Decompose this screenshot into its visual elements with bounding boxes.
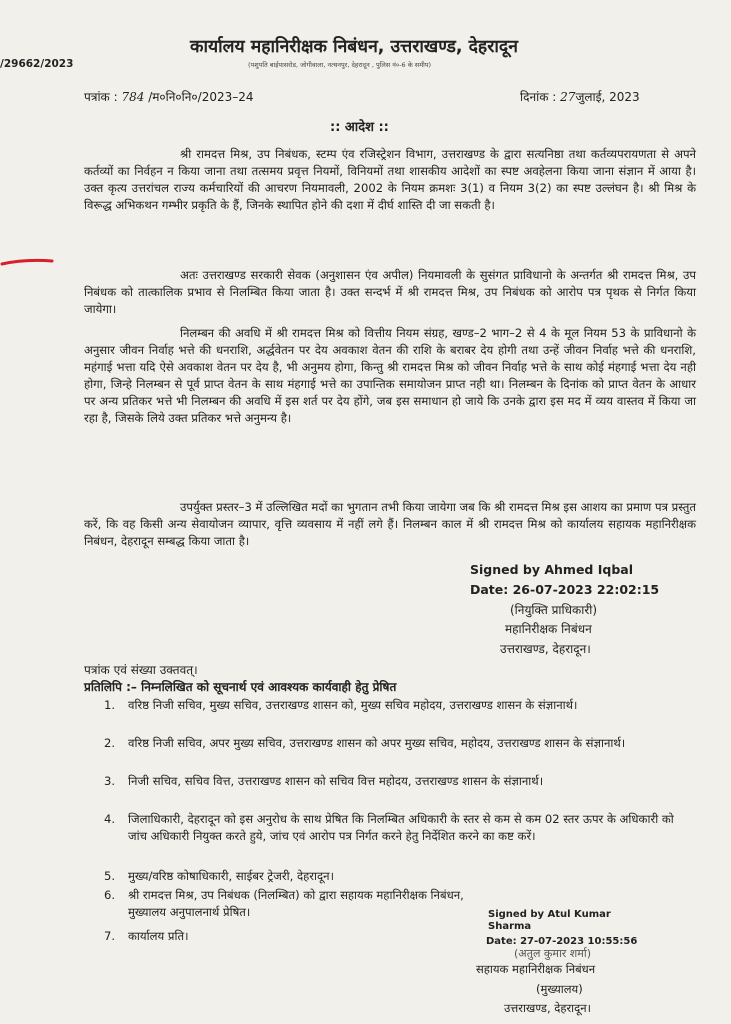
copy-item-number: 1.	[104, 698, 116, 712]
copy-reference: पत्रांक एवं संख्या उक्तवत्।	[84, 663, 198, 677]
letter-number-rest: /म०नि०नि०/2023–24	[148, 90, 254, 104]
copy-item	[104, 697, 694, 714]
order-heading: :: आदेश ::	[330, 120, 389, 135]
red-pen-mark	[0, 255, 60, 269]
copy-heading: प्रतिलिपि :– निम्नलिखित को सूचनार्थ एवं आवश्यक कार्यवाही हेतु प्रेषित	[84, 680, 397, 694]
copy-item-number: 4.	[104, 812, 116, 826]
order-paragraph-1	[84, 146, 696, 214]
copy-item-text: वरिष्ठ निजी सचिव, मुख्य सचिव, उत्तराखण्ड शासन को, मुख्य सचिव महोदय, उत्तराखण्ड शासन के संज्ञानार्थ।	[128, 698, 578, 712]
top-reference-number: /29662/2023	[0, 58, 74, 70]
copy-item-number: 2.	[104, 736, 116, 750]
date-rest: जुलाई, 2023	[575, 90, 640, 104]
copy-item	[104, 887, 470, 921]
copy-item-text: निजी सचिव, सचिव वित्त, उत्तराखण्ड शासन को सचिव वित्त महोदय, उत्तराखण्ड शासन के संज्ञानार्थ।	[128, 774, 544, 788]
office-title: कार्यालय महानिरीक्षक निबंधन, उत्तराखण्ड, देहरादून	[190, 37, 518, 57]
copy-item-text: कार्यालय प्रति।	[128, 929, 189, 943]
signatory-1-office: महानिरीक्षक निबंधन	[505, 622, 592, 636]
letter-number-handwritten: 784	[121, 90, 145, 104]
digital-signature-1-date: Date: 26-07-2023 22:02:15	[470, 582, 660, 597]
letter-date	[520, 88, 640, 105]
copy-item	[104, 868, 694, 885]
order-paragraph-3	[84, 325, 696, 427]
digital-signature-1-name: Signed by Ahmed Iqbal	[470, 562, 634, 577]
copy-item	[104, 811, 694, 845]
copy-item-number: 3.	[104, 774, 116, 788]
signatory-2-handwritten-name: (अतुल कुमार शर्मा)	[514, 947, 591, 960]
signatory-1-designation: (नियुक्ति प्राधिकारी)	[510, 603, 598, 617]
paragraph-2-text: अतः उत्तराखण्ड सरकारी सेवक (अनुशासन एंव अपील) नियमावली के सुसंगत प्राविधानो के अन्तर्गत श्री रामदत्त मिश्र, उप निबंधक को तात्कालिक प्रभाव से निलम्बित किया जाता है। उक्त सन्दर्भ में श्री रामदत्त मिश्र, उप निबंधक को आरोप पत्र पृथक से निर्गत किया जायेगा।	[84, 268, 696, 316]
copy-item-number: 7.	[104, 929, 116, 943]
order-paragraph-2	[84, 267, 696, 318]
signatory-2-office: सहायक महानिरीक्षक निबंधन	[476, 962, 596, 976]
digital-signature-2-surname: Sharma	[488, 921, 532, 932]
order-paragraph-4	[84, 499, 696, 550]
copy-item-text: जिलाधिकारी, देहरादून को इस अनुरोध के साथ प्रेषित कि निलम्बित अधिकारी के स्तर से कम से कम 02 स्तर ऊपर के अधिकारी को जांच अधिकारी नियुक्त करते हुये, जांच एवं आरोप पत्र निर्गत करने हेतु निर्देशित करने का कष्ट करें।	[128, 812, 674, 843]
copy-item-number: 6.	[104, 888, 116, 902]
date-handwritten: 27	[560, 90, 576, 104]
digital-signature-2-date: Date: 27-07-2023 10:55:56	[486, 936, 638, 947]
date-label: दिनांक :	[520, 90, 557, 104]
copy-item	[104, 773, 694, 790]
letter-number-prefix: पत्रांक :	[84, 90, 118, 104]
office-address: (पशुपति बाईपासरोड, जोगीवाला, नत्थनपुर, देहरादून , पुलिस नं०-6 के समीप)	[248, 61, 431, 69]
signatory-2-place: उत्तराखण्ड, देहरादून।	[504, 1001, 592, 1015]
copy-item-text: वरिष्ठ निजी सचिव, अपर मुख्य सचिव, उत्तराखण्ड शासन को अपर मुख्य सचिव, महोदय, उत्तराखण्ड शासन के संज्ञानार्थ।	[128, 736, 626, 750]
digital-signature-2-name: Signed by Atul Kumar	[488, 909, 611, 920]
signatory-1-place: उत्तराखण्ड, देहरादून।	[500, 642, 591, 656]
copy-item-text: मुख्य/वरिष्ठ कोषाधिकारी, साईबर ट्रेजरी, देहरादून।	[128, 869, 334, 883]
copy-item-text: श्री रामदत्त मिश्र, उप निबंधक (निलम्बित) को द्वारा सहायक महानिरीक्षक निबंधन, मुख्यालय अनुपालनार्थ प्रेषित।	[128, 888, 464, 919]
paragraph-1-text: श्री रामदत्त मिश्र, उप निबंधक, स्टम्प एंव रजिस्ट्रेशन विभाग, उत्तराखण्ड के द्वारा सत्यनिष्ठा तथा कर्तव्यपरायणता से अपने कर्तव्यों का निर्वहन न किया जाना तथा तत्समय प्रवृत्त नियमों, विनियमों तथा शासकीय आदेशों का स्पष्ट अवहेलना किया जाना संज्ञान में आया है। उक्त कृत्य उत्तरांचल राज्य कर्मचारियों की आचरण नियमावली, 2002 के नियम क्रमशः 3(1) व नियम 3(2) का स्पष्ट उल्लंघन है। श्री मिश्र के विरूद्ध अभिकथन गम्भीर प्रकृति के हैं, जिनके स्थापित होने की दशा में दीर्घ शास्ति दी जा सकती है।	[84, 147, 696, 212]
copy-item-number: 5.	[104, 869, 116, 883]
copy-item	[104, 735, 694, 752]
paragraph-4-text: उपर्युक्त प्रस्तर–3 में उल्लिखित मदों का भुगतान तभी किया जायेगा जब कि श्री रामदत्त मिश्र इस आशय का प्रमाण पत्र प्रस्तुत करें, कि वह किसी अन्य सेवायोजन व्यापार, वृत्ति व्यवसाय में नहीं लगे हैं। निलम्बन काल में श्री रामदत्त मिश्र को कार्यालय सहायक महानिरीक्षक निबंधन, देहरादून सम्बद्ध किया जाता है।	[84, 500, 696, 548]
paragraph-3-text: निलम्बन की अवधि में श्री रामदत्त मिश्र को वित्तीय नियम संग्रह, खण्ड–2 भाग–2 से 4 के मूल नियम 53 के प्राविधानो के अनुसार जीवन निर्वाह भत्ते की धनराशि, अर्द्धवेतन पर देय अवकाश वेतन की राशि के बराबर देय होगी तथा उन्हें जीवन निर्वाह भत्ते की धनराशि, महंगाई भत्ता यदि ऐसे अवकाश वेतन पर देय है, भी अनुमय होगा, किन्तु श्री रामदत्त मिश्र को जीवन निर्वाह भत्ते के साथ कोई मंहगाई भत्ता देय नही होगा, जिन्हे निलम्बन से पूर्व प्राप्त वेतन के साथ मंहगाई भत्ते का उपान्तिक समायोजन प्राप्त नही था। निलम्बन के दिनांक को प्राप्त वेतन के आधार पर अन्य प्रतिकर भत्ते भी निलम्बन की अवधि में इस शर्त पर देय होंगे, जब इस समाधान हो जाये कि उनके द्वारा इस मद में व्यय वास्तव में किया जा रहा है, जिसके लिये उक्त प्रतिकर भत्ते अनुमन्य है।	[84, 326, 696, 425]
signatory-2-hq: (मुख्यालय)	[536, 982, 583, 996]
letter-number	[84, 88, 254, 105]
